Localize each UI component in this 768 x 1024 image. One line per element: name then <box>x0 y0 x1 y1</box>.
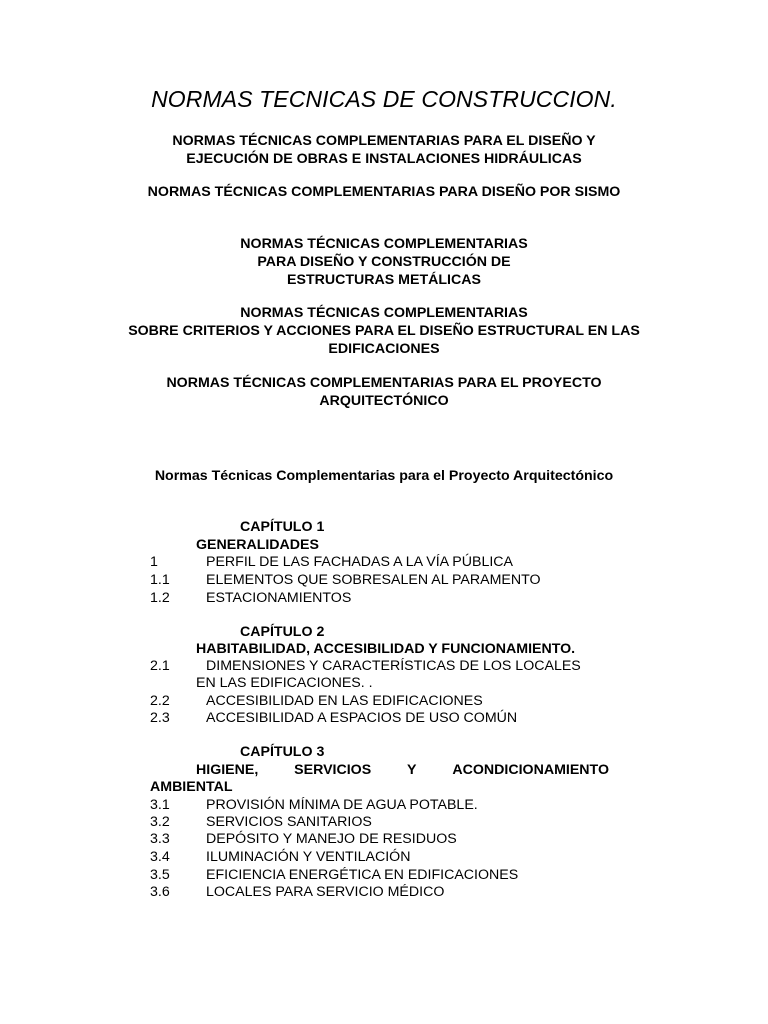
chapter-1-label: CAPÍTULO 1 <box>240 519 325 535</box>
section-subtitle: Normas Técnicas Complementarias para el Proyecto Arquitectónico <box>154 468 614 484</box>
item-text-continuation: EN LAS EDIFICACIONES. . <box>196 675 373 691</box>
item-number: 2.1 <box>150 658 170 674</box>
list-item <box>150 589 351 607</box>
item-text: SERVICIOS SANITARIOS <box>206 814 372 830</box>
item-text: ILUMINACIÓN Y VENTILACIÓN <box>206 849 411 865</box>
heading-line: NORMAS TÉCNICAS COMPLEMENTARIAS PARA EL DISEÑO Y <box>172 133 596 149</box>
list-item <box>150 796 478 814</box>
chapter-1-name: GENERALIDADES <box>196 537 319 553</box>
chapter-3-name <box>196 761 609 779</box>
item-number: 1.1 <box>150 572 170 588</box>
heading-line: ARQUITECTÓNICO <box>319 393 449 409</box>
heading-diseno-estructural <box>0 304 768 358</box>
chapter-3-label: CAPÍTULO 3 <box>240 744 325 760</box>
heading-line: EJECUCIÓN DE OBRAS E INSTALACIONES HIDRÁULICAS <box>186 151 582 167</box>
item-number: 3.5 <box>150 867 170 883</box>
item-number: 3.6 <box>150 884 170 900</box>
list-item <box>150 883 444 901</box>
chapter-3-name-word: Y <box>407 762 417 778</box>
heading-hidraulicas <box>0 132 768 168</box>
item-text: ACCESIBILIDAD A ESPACIOS DE USO COMÚN <box>206 710 518 726</box>
list-item <box>150 571 541 589</box>
list-item <box>150 830 457 848</box>
item-text: DEPÓSITO Y MANEJO DE RESIDUOS <box>206 831 457 847</box>
item-text: DIMENSIONES Y CARACTERÍSTICAS DE LOS LOCALES <box>206 658 581 674</box>
item-number: 3.1 <box>150 797 170 813</box>
item-number: 2.3 <box>150 710 170 726</box>
chapter-3-name-word: ACONDICIONAMIENTO <box>452 762 609 778</box>
item-text: ESTACIONAMIENTOS <box>206 590 352 606</box>
list-item <box>150 848 410 866</box>
item-number: 1 <box>150 554 158 570</box>
list-item <box>150 866 518 884</box>
item-number: 2.2 <box>150 693 170 709</box>
item-number: 3.3 <box>150 831 170 847</box>
item-number: 3.2 <box>150 814 170 830</box>
heading-line: PARA DISEÑO Y CONSTRUCCIÓN DE <box>257 254 511 270</box>
heading-line: ESTRUCTURAS METÁLICAS <box>287 272 481 288</box>
item-text: PROVISIÓN MÍNIMA DE AGUA POTABLE. <box>206 797 478 813</box>
item-number: 1.2 <box>150 590 170 606</box>
chapter-2-name: HABITABILIDAD, ACCESIBILIDAD Y FUNCIONAMIENTO. <box>196 641 576 657</box>
list-item <box>150 553 513 571</box>
item-number: 3.4 <box>150 849 170 865</box>
list-item <box>150 813 372 831</box>
chapter-3-name-last: AMBIENTAL <box>150 779 233 795</box>
heading-line: NORMAS TÉCNICAS COMPLEMENTARIAS PARA DISEÑO POR SISMO <box>147 184 621 200</box>
item-text: EFICIENCIA ENERGÉTICA EN EDIFICACIONES <box>206 867 519 883</box>
item-text: ACCESIBILIDAD EN LAS EDIFICACIONES <box>206 693 483 709</box>
heading-line: NORMAS TÉCNICAS COMPLEMENTARIAS PARA EL PROYECTO <box>166 375 602 391</box>
item-text: ELEMENTOS QUE SOBRESALEN AL PARAMENTO <box>206 572 541 588</box>
heading-proyecto-arquitectonico <box>0 374 768 410</box>
chapter-2-label: CAPÍTULO 2 <box>240 624 325 640</box>
list-item <box>150 692 483 710</box>
item-text: PERFIL DE LAS FACHADAS A LA VÍA PÚBLICA <box>206 554 513 570</box>
chapter-3-name-word: HIGIENE, <box>196 762 259 778</box>
item-text: LOCALES PARA SERVICIO MÉDICO <box>206 884 445 900</box>
heading-metalicas <box>0 235 768 289</box>
heading-line: SOBRE CRITERIOS Y ACCIONES PARA EL DISEÑO ESTRUCTURAL EN LAS <box>128 323 640 339</box>
chapter-3-name-word: SERVICIOS <box>294 762 372 778</box>
heading-sismo <box>0 183 768 201</box>
list-item <box>150 657 581 675</box>
heading-line: EDIFICACIONES <box>328 341 440 357</box>
heading-line: NORMAS TÉCNICAS COMPLEMENTARIAS <box>240 305 528 321</box>
list-item <box>150 709 517 727</box>
heading-line: NORMAS TÉCNICAS COMPLEMENTARIAS <box>240 236 528 252</box>
document-title: NORMAS TECNICAS DE CONSTRUCCION. <box>151 86 617 112</box>
